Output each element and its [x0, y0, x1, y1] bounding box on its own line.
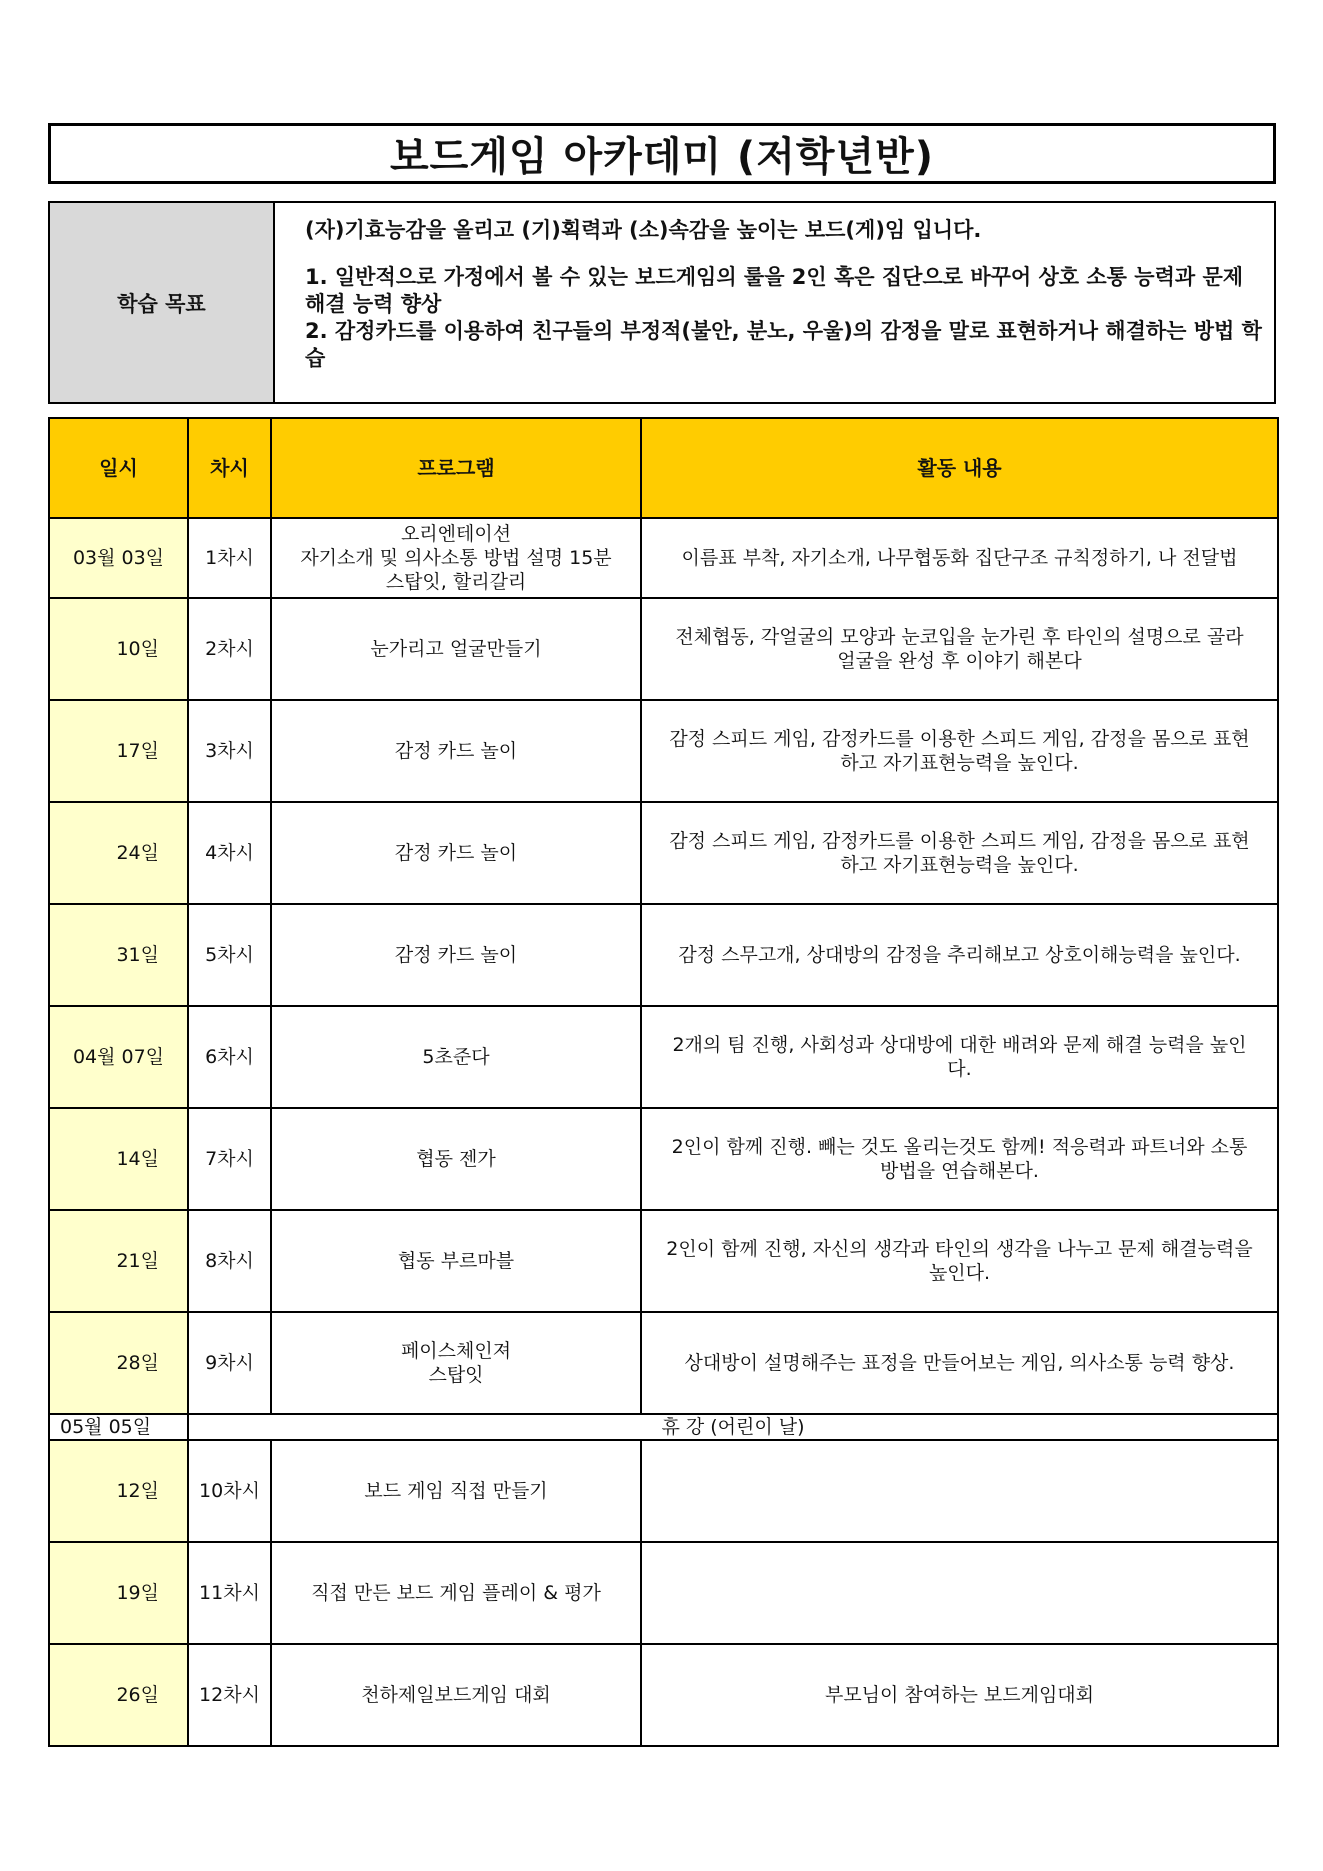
program-cell: 직접 만든 보드 게임 플레이 & 평가 — [271, 1542, 641, 1644]
date-cell: 17일 — [49, 700, 188, 802]
session-cell: 11차시 — [188, 1542, 271, 1644]
table-row — [49, 1210, 1278, 1312]
header-date: 일시 — [49, 418, 188, 518]
session-cell: 1차시 — [188, 518, 271, 598]
session-cell: 4차시 — [188, 802, 271, 904]
session-cell: 10차시 — [188, 1440, 271, 1542]
activity-cell: 이름표 부착, 자기소개, 나무협동화 집단구조 규칙정하기, 나 전달법 — [641, 518, 1278, 598]
activity-cell — [641, 1542, 1278, 1644]
program-cell: 감정 카드 놀이 — [271, 802, 641, 904]
table-row — [49, 802, 1278, 904]
program-cell: 페이스체인져 스탑잇 — [271, 1312, 641, 1414]
program-cell: 협동 젠가 — [271, 1108, 641, 1210]
activity-cell: 전체협동, 각얼굴의 모양과 눈코입을 눈가린 후 타인의 설명으로 골라 얼굴을 완성 후 이야기 해본다 — [641, 598, 1278, 700]
goal-body — [275, 203, 1274, 402]
activity-cell: 감정 스무고개, 상대방의 감정을 추리해보고 상호이해능력을 높인다. — [641, 904, 1278, 1006]
program-cell: 보드 게임 직접 만들기 — [271, 1440, 641, 1542]
table-row — [49, 598, 1278, 700]
header-activity: 활동 내용 — [641, 418, 1278, 518]
date-cell: 14일 — [49, 1108, 188, 1210]
program-cell: 감정 카드 놀이 — [271, 904, 641, 1006]
goal-item: 1. 일반적으로 가정에서 볼 수 있는 보드게임의 룰을 2인 혹은 집단으로 바꾸어 상호 소통 능력과 문제 해결 능력 향상 — [305, 265, 1244, 316]
date-cell: 28일 — [49, 1312, 188, 1414]
goal-intro: (자)기효능감을 올리고 (기)획력과 (소)속감을 높이는 보드(게)임 입니다. — [305, 218, 982, 242]
session-cell: 9차시 — [188, 1312, 271, 1414]
activity-cell — [641, 1440, 1278, 1542]
table-row — [49, 1312, 1278, 1414]
date-cell: 05월 05일 — [49, 1414, 188, 1440]
page-title-box — [48, 123, 1276, 184]
activity-cell: 2개의 팀 진행, 사회성과 상대방에 대한 배려와 문제 해결 능력을 높인 다. — [641, 1006, 1278, 1108]
date-cell: 04월 07일 — [49, 1006, 188, 1108]
learning-goal-section — [48, 201, 1276, 404]
activity-cell: 감정 스피드 게임, 감정카드를 이용한 스피드 게임, 감정을 몸으로 표현 하고 자기표현능력을 높인다. — [641, 802, 1278, 904]
table-row — [49, 1644, 1278, 1746]
table-row — [49, 700, 1278, 802]
header-program: 프로그램 — [271, 418, 641, 518]
session-cell: 3차시 — [188, 700, 271, 802]
session-cell: 2차시 — [188, 598, 271, 700]
date-cell: 31일 — [49, 904, 188, 1006]
date-cell: 19일 — [49, 1542, 188, 1644]
session-cell: 8차시 — [188, 1210, 271, 1312]
date-cell: 26일 — [49, 1644, 188, 1746]
date-cell: 24일 — [49, 802, 188, 904]
date-cell: 21일 — [49, 1210, 188, 1312]
activity-cell: 부모님이 참여하는 보드게임대회 — [641, 1644, 1278, 1746]
table-header-row — [49, 418, 1278, 518]
table-row — [49, 904, 1278, 1006]
goal-label: 학습 목표 — [50, 203, 275, 402]
program-cell: 5초준다 — [271, 1006, 641, 1108]
schedule-table — [48, 417, 1279, 1747]
activity-cell: 2인이 함께 진행. 빼는 것도 올리는것도 함께! 적응력과 파트너와 소통 방법을 연습해본다. — [641, 1108, 1278, 1210]
activity-cell: 2인이 함께 진행, 자신의 생각과 타인의 생각을 나누고 문제 해결능력을 높인다. — [641, 1210, 1278, 1312]
program-cell: 협동 부르마블 — [271, 1210, 641, 1312]
program-cell: 천하제일보드게임 대회 — [271, 1644, 641, 1746]
session-cell: 6차시 — [188, 1006, 271, 1108]
table-row — [49, 518, 1278, 598]
page-title: 보드게임 아카데미 (저학년반) — [389, 134, 935, 180]
session-cell: 5차시 — [188, 904, 271, 1006]
table-row — [49, 1542, 1278, 1644]
program-cell: 감정 카드 놀이 — [271, 700, 641, 802]
table-row — [49, 1108, 1278, 1210]
session-cell: 12차시 — [188, 1644, 271, 1746]
holiday-row — [49, 1414, 1278, 1440]
activity-cell: 감정 스피드 게임, 감정카드를 이용한 스피드 게임, 감정을 몸으로 표현 하고 자기표현능력을 높인다. — [641, 700, 1278, 802]
activity-cell: 상대방이 설명해주는 표정을 만들어보는 게임, 의사소통 능력 향상. — [641, 1312, 1278, 1414]
date-cell: 10일 — [49, 598, 188, 700]
table-row — [49, 1440, 1278, 1542]
program-cell: 오리엔테이션 자기소개 및 의사소통 방법 설명 15분 스탑잇, 할리갈리 — [271, 518, 641, 598]
session-cell: 7차시 — [188, 1108, 271, 1210]
date-cell: 12일 — [49, 1440, 188, 1542]
date-cell: 03월 03일 — [49, 518, 188, 598]
goal-item: 2. 감정카드를 이용하여 친구들의 부정적(불안, 분노, 우울)의 감정을 말로 표현하거나 해결하는 방법 학습 — [305, 319, 1262, 370]
table-row — [49, 1006, 1278, 1108]
holiday-cell: 휴 강 (어린이 날) — [188, 1414, 1278, 1440]
program-cell: 눈가리고 얼굴만들기 — [271, 598, 641, 700]
header-session: 차시 — [188, 418, 271, 518]
